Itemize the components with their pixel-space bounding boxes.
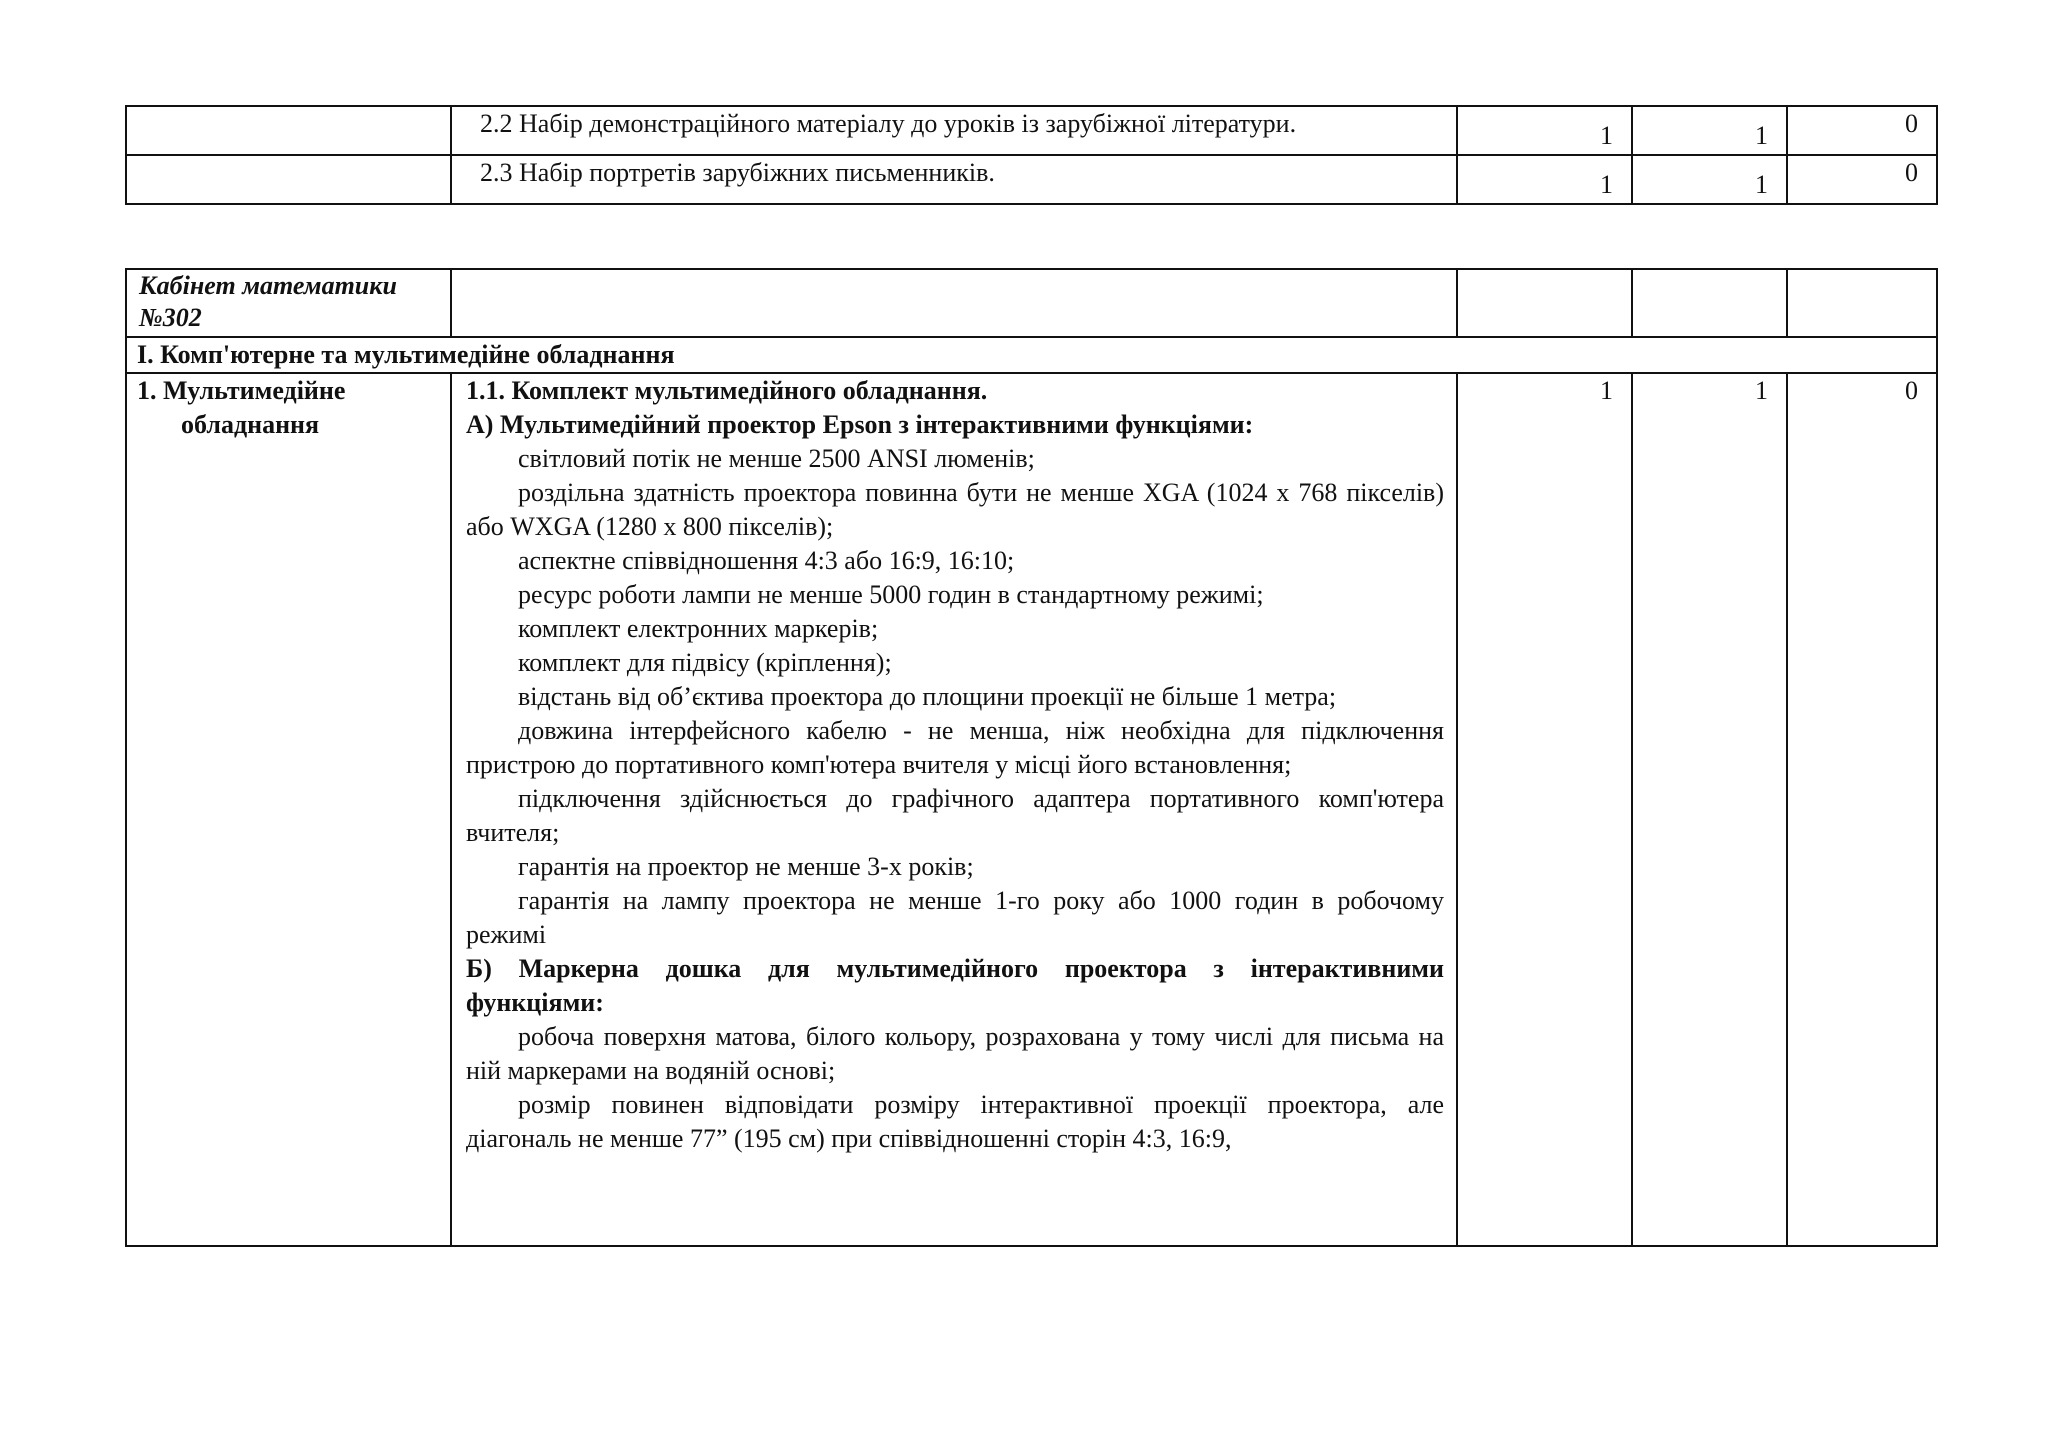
quantity-cell: 0 bbox=[1787, 373, 1937, 1246]
spec-list-b bbox=[466, 1020, 1444, 1156]
spec-item: розмір повинен відповідати розміру інтерактивної проекції проектора, але діагональ не менше 77” (195 см) при співвідношенні сторін 4:3, 16:9, bbox=[466, 1090, 1444, 1153]
quantity-cell: 1 bbox=[1632, 155, 1787, 204]
empty-cell bbox=[451, 269, 1457, 337]
empty-cell bbox=[1457, 269, 1632, 337]
subsection-a-heading: А) Мультимедійний проектор Epson з інтерактивними функціями: bbox=[466, 410, 1254, 439]
quantity-cell: 0 bbox=[1787, 106, 1937, 155]
table-row bbox=[126, 106, 1937, 155]
spec-item: комплект для підвісу (кріплення); bbox=[518, 648, 892, 677]
table-row bbox=[126, 373, 1937, 1246]
row-label-cell bbox=[126, 106, 451, 155]
quantity-cell: 0 bbox=[1787, 155, 1937, 204]
spec-item: аспектне співвідношення 4:3 або 16:9, 16:10; bbox=[518, 546, 1015, 575]
spec-item: робоча поверхня матова, білого кольору, розрахована у тому числі для письма на ній маркерами на водяній основі; bbox=[466, 1022, 1444, 1085]
item-specification bbox=[451, 373, 1457, 1246]
subsection-b-heading: Б) Маркерна дошка для мультимедійного проектора з інтерактивними функціями: bbox=[466, 954, 1444, 1017]
section-heading: I. Комп'ютерне та мультимедійне обладнання bbox=[126, 337, 1937, 373]
spec-item: гарантія на лампу проектора не менше 1-го року або 1000 годин в робочому режимі bbox=[466, 886, 1444, 949]
spec-item: довжина інтерфейсного кабелю - не менша, ніж необхідна для підключення пристрою до портативного комп'ютера вчителя у місці його встановлення; bbox=[466, 716, 1444, 779]
item-description: 2.2 Набір демонстраційного матеріалу до уроків із зарубіжної літератури. bbox=[451, 106, 1457, 155]
empty-cell bbox=[1632, 269, 1787, 337]
quantity-cell: 1 bbox=[1457, 106, 1632, 155]
spec-item: роздільна здатність проектора повинна бути не менше XGA (1024 х 768 пікселів) або WXGA (1280 х 800 пікселів); bbox=[466, 478, 1444, 541]
row-label-cell bbox=[126, 155, 451, 204]
table-row bbox=[126, 269, 1937, 337]
spec-item: ресурс роботи лампи не менше 5000 годин в стандартному режимі; bbox=[518, 580, 1264, 609]
category-label-cell bbox=[126, 373, 451, 1246]
inventory-table-math-room bbox=[125, 268, 1938, 1247]
quantity-cell: 1 bbox=[1632, 373, 1787, 1246]
spec-item: світловий потік не менше 2500 ANSI люменів; bbox=[518, 444, 1035, 473]
empty-cell bbox=[1787, 269, 1937, 337]
inventory-table-top bbox=[125, 105, 1938, 205]
category-label-line: 1. Мультимедійне bbox=[137, 376, 346, 405]
quantity-cell: 1 bbox=[1457, 373, 1632, 1246]
table-row bbox=[126, 337, 1937, 373]
table-row bbox=[126, 155, 1937, 204]
item-description: 2.3 Набір портретів зарубіжних письменників. bbox=[451, 155, 1457, 204]
item-heading: 1.1. Комплект мультимедійного обладнання. bbox=[466, 376, 988, 405]
spec-item: комплект електронних маркерів; bbox=[518, 614, 879, 643]
room-title: Кабінет математики №302 bbox=[126, 269, 451, 337]
category-label-line: обладнання bbox=[181, 410, 320, 439]
spec-item: гарантія на проектор не менше 3-х років; bbox=[518, 852, 974, 881]
quantity-cell: 1 bbox=[1632, 106, 1787, 155]
quantity-cell: 1 bbox=[1457, 155, 1632, 204]
spec-item: відстань від об’єктива проектора до площини проекції не більше 1 метра; bbox=[518, 682, 1337, 711]
spec-list-a bbox=[466, 442, 1444, 952]
spec-item: підключення здійснюється до графічного адаптера портативного комп'ютера вчителя; bbox=[466, 784, 1444, 847]
